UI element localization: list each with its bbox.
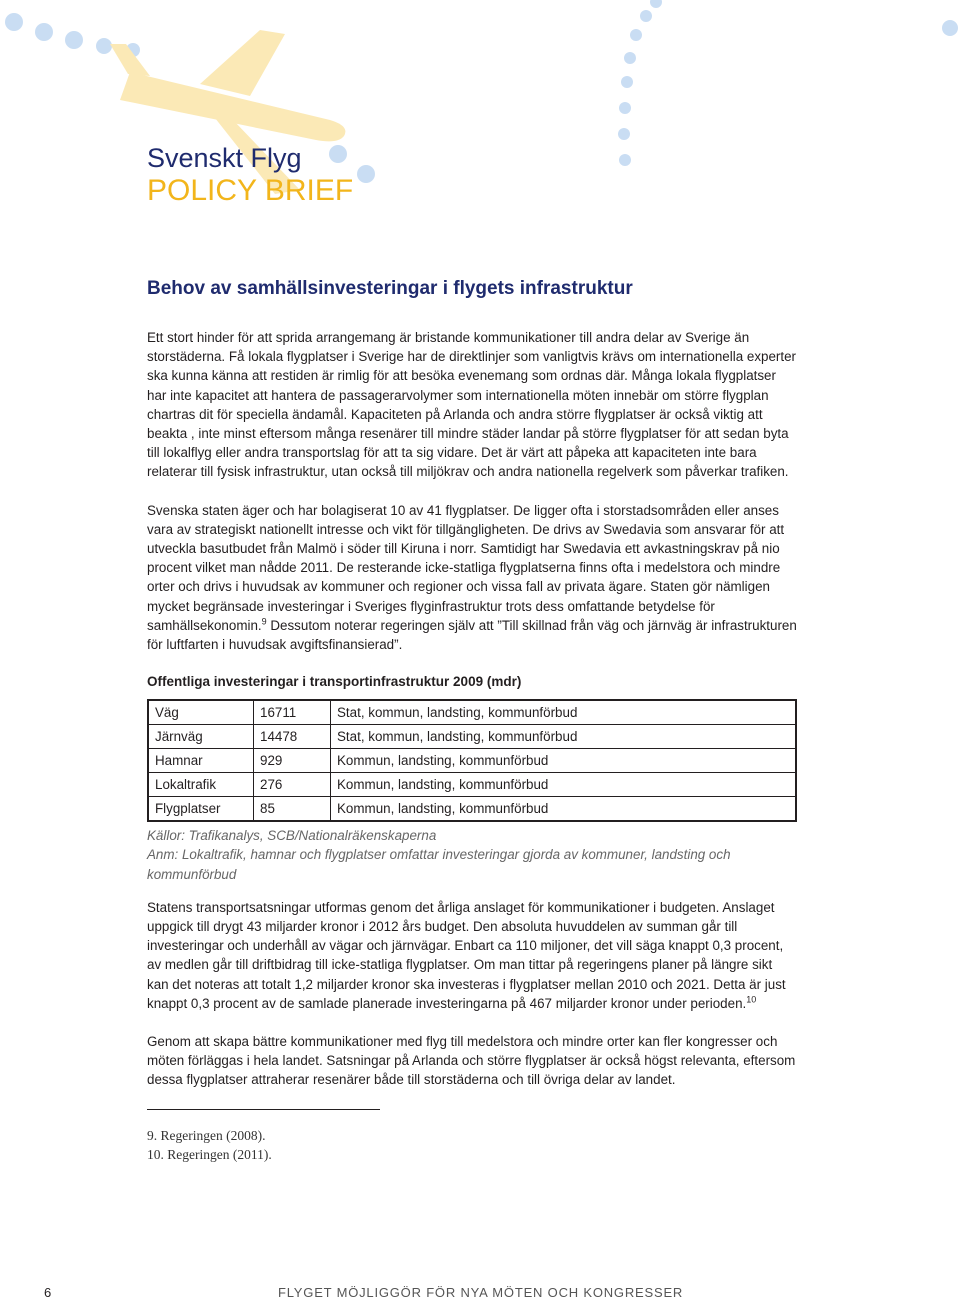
table-row [148,725,796,749]
table-cell-amount: 16711 [254,700,331,725]
table-cell-financier: Kommun, landsting, kommunförbud [331,797,797,822]
footnote-divider [147,1109,380,1110]
footnote-9: 9. Regeringen (2008). [147,1127,266,1143]
paragraph-3-text: Statens transportsatsningar utformas genom det årliga anslaget för kommunikationer i budgeten. Anslaget uppgick till drygt 43 miljarder kronor i 2012 års budget. Den absoluta huvuddelen av summan går till investeringar och underhåll av vägar och järnvägar. Enbart ca 110 miljoner, det vill säga knappt 0,3 procent, av medlen går till driftbidrag till icke-statliga flygplatser. Om man tittar på regeringens planer på längre sikt kan det noteras att totalt 1,2 miljarder kronor ska investeras i flygplatser mellan 2010 och 2021. Detta är just knappt 0,3 procent av de samlade planerade investeringarna på 467 miljarder kronor under perioden. [147,899,786,1011]
table-notes [147,826,797,884]
page-number: 6 [44,1285,52,1300]
article [147,276,797,1164]
table-cell-financier: Stat, kommun, landsting, kommunförbud [331,700,797,725]
table-cell-category: Lokaltrafik [148,773,254,797]
footnote-10: 10. Regeringen (2011). [147,1146,272,1162]
table-cell-category: Järnväg [148,725,254,749]
table-cell-amount: 85 [254,797,331,822]
paragraph-3 [147,898,797,1013]
investment-table [147,699,797,822]
table-cell-category: Flygplatser [148,797,254,822]
table-cell-category: Väg [148,700,254,725]
table-cell-financier: Kommun, landsting, kommunförbud [331,749,797,773]
article-heading: Behov av samhällsinvesteringar i flygets infrastruktur [147,278,633,299]
table-title: Offentliga investeringar i transportinfrastruktur 2009 (mdr) [147,674,522,690]
paragraph-4: Genom att skapa bättre kommunikationer med flyg till medelstora och mindre orter kan fler kongresser och möten förläggas i hela landet. Satsningar på Arlanda och större flygplatser är också högst relevanta, eftersom dessa flygplatser attraherar resenärer både till storstäderna och till övriga delar av landet. [147,1034,796,1088]
table-cell-category: Hamnar [148,749,254,773]
table-row [148,700,796,725]
footnote-ref-9[interactable]: 9 [261,616,267,627]
footnote-ref-10[interactable]: 10 [746,994,757,1005]
table-row [148,749,796,773]
table-cell-amount: 276 [254,773,331,797]
source-note: Källor: Trafikanalys, SCB/Nationalräkenskaperna [147,828,437,844]
table-cell-financier: Kommun, landsting, kommunförbud [331,773,797,797]
dot-trail-right [618,0,958,166]
running-footer: FLYGET MÖJLIGGÖR FÖR NYA MÖTEN OCH KONGRESSER [278,1285,684,1300]
table-cell-financier: Stat, kommun, landsting, kommunförbud [331,725,797,749]
table-cell-amount: 14478 [254,725,331,749]
table-row [148,797,796,822]
remark-note: Anm: Lokaltrafik, hamnar och flygplatser omfattar investeringar gjorda av kommuner, landsting och kommunförbud [147,847,731,882]
paragraph-2-tail: Dessutom noterar regeringen själv att ”Till skillnad från väg och järnväg är infrastrukturen för luftfarten i huvudsak avgiftsfinansierad”. [147,617,797,653]
table-cell-amount: 929 [254,749,331,773]
paragraph-2-text: Svenska staten äger och har bolagiserat 10 av 41 flygplatser. De ligger ofta i storstadsområden eller anses vara av strategiskt nationellt intresse och vikt för tillgängligheten. De drivs av Swedavia som ansvarar för att utveckla basutbudet från Malmö i söder till Kiruna i norr. Samtidigt har Swedavia ett avkastningskrav på nio procent vilket man nådde 2011. De resterande icke-statliga flygplatserna finns ofta i medelstora och mindre orter och drivs i huvudsak av kommuner och regioner och vissa fall av privata ägare. Staten gör nämligen mycket begränsade investeringar i Sveriges flyginfrastruktur trots dess omfattande betydelse för samhällsekonomin. [147,502,785,633]
brand-block [147,142,353,208]
paragraph-1: Ett stort hinder för att sprida arrangemang är bristande kommunikationer till andra delar av Sverige än storstäderna. Få lokala flygplatser i Sverige har de direktlinjer som vanligtvis krävs om internationella experter ska kunna känna att restiden är rimlig för att besöka evenemang som ordnas där. Många lokala flygplatser har inte kapacitet att hantera de passagerarvolymer som internationella möten innebär om större flygplan chartras dit för speciella ändamål. Kapaciteten på Arlanda och andra större flygplatser är också viktig att beakta , inte minst eftersom många resenärer till mindre städer landar på större flygplatser för att sedan byta till lokalflyg eller andra transportslag för att ta sig vidare. Det är värt att påpeka att kapaciteten inte bara relaterar till fysisk infrastruktur, utan också till miljökrav och andra nationella regelverk som påverkar trafiken. [147,330,796,480]
paragraph-2 [147,501,797,655]
brand-subtitle: POLICY BRIEF [147,174,354,207]
brand-title: Svenskt Flyg [147,143,302,173]
table-row [148,773,796,797]
header-decoration [0,0,960,260]
